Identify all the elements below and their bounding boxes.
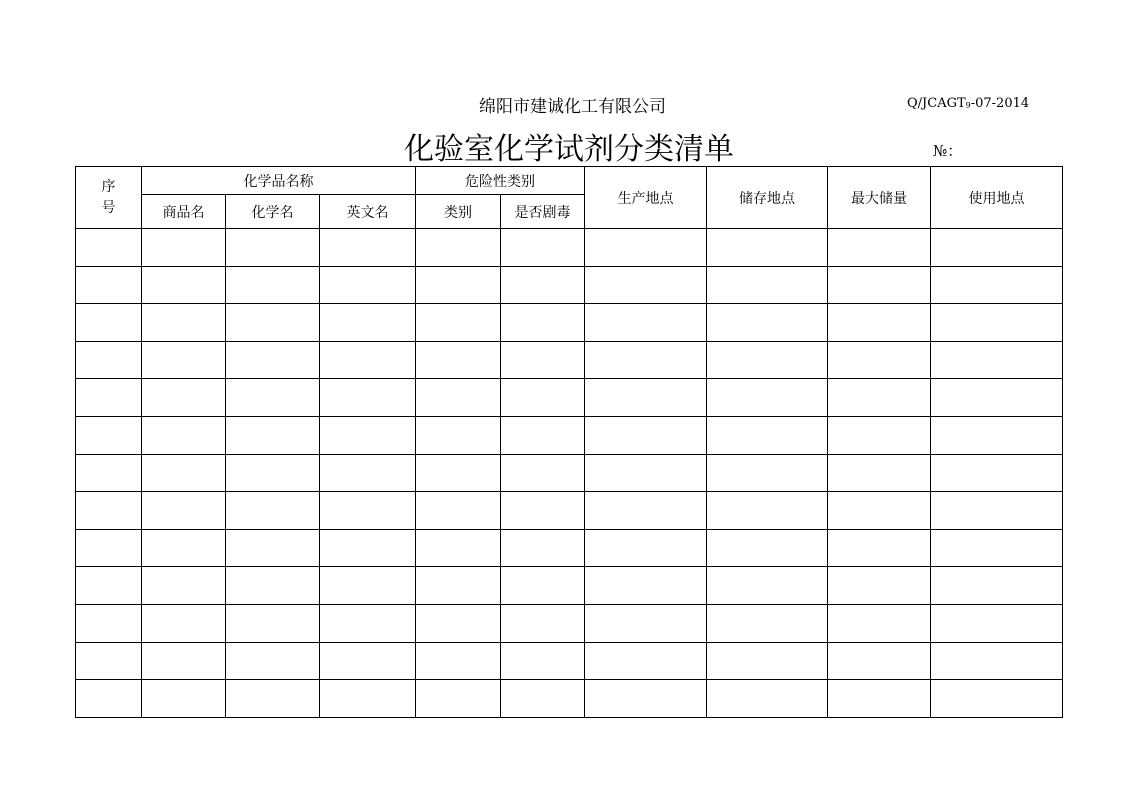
table-row xyxy=(76,567,1063,605)
cell-seq xyxy=(76,304,142,342)
cell-trade-name xyxy=(142,304,226,342)
cell-production-site xyxy=(585,379,707,417)
cell-storage-site xyxy=(707,229,828,267)
cell-seq xyxy=(76,529,142,567)
cell-use-site xyxy=(931,341,1063,379)
cell-chemical-name xyxy=(226,266,320,304)
cell-category xyxy=(416,604,501,642)
cell-seq xyxy=(76,266,142,304)
cell-category xyxy=(416,454,501,492)
reagent-table xyxy=(75,166,1063,718)
cell-max-storage xyxy=(828,304,931,342)
cell-production-site xyxy=(585,229,707,267)
cell-production-site xyxy=(585,304,707,342)
cell-category xyxy=(416,567,501,605)
cell-production-site xyxy=(585,416,707,454)
cell-seq xyxy=(76,379,142,417)
cell-production-site xyxy=(585,567,707,605)
cell-highly-toxic xyxy=(501,229,585,267)
cell-english-name xyxy=(320,266,416,304)
cell-chemical-name xyxy=(226,454,320,492)
cell-chemical-name xyxy=(226,680,320,718)
header-hazard-class-group: 危险性类别 xyxy=(416,167,585,195)
table-row xyxy=(76,604,1063,642)
table-row xyxy=(76,341,1063,379)
header-highly-toxic: 是否剧毒 xyxy=(501,195,585,229)
cell-use-site xyxy=(931,604,1063,642)
cell-english-name xyxy=(320,416,416,454)
cell-category xyxy=(416,341,501,379)
header-english-name: 英文名 xyxy=(320,195,416,229)
cell-seq xyxy=(76,604,142,642)
cell-english-name xyxy=(320,379,416,417)
header-seq-line1: 序 xyxy=(101,178,116,195)
document-code-prefix: Q/JCAGT xyxy=(907,96,966,111)
cell-max-storage xyxy=(828,492,931,530)
cell-use-site xyxy=(931,642,1063,680)
cell-production-site xyxy=(585,266,707,304)
cell-chemical-name xyxy=(226,642,320,680)
cell-trade-name xyxy=(142,492,226,530)
cell-production-site xyxy=(585,529,707,567)
header-seq xyxy=(76,167,142,229)
cell-english-name xyxy=(320,341,416,379)
cell-use-site xyxy=(931,416,1063,454)
cell-max-storage xyxy=(828,266,931,304)
cell-chemical-name xyxy=(226,416,320,454)
cell-seq xyxy=(76,680,142,718)
cell-seq xyxy=(76,642,142,680)
cell-storage-site xyxy=(707,416,828,454)
cell-category xyxy=(416,642,501,680)
cell-highly-toxic xyxy=(501,379,585,417)
header-use-site: 使用地点 xyxy=(931,167,1063,229)
cell-category xyxy=(416,529,501,567)
cell-use-site xyxy=(931,529,1063,567)
cell-storage-site xyxy=(707,529,828,567)
cell-category xyxy=(416,492,501,530)
cell-highly-toxic xyxy=(501,304,585,342)
cell-production-site xyxy=(585,454,707,492)
cell-trade-name xyxy=(142,416,226,454)
cell-storage-site xyxy=(707,379,828,417)
cell-use-site xyxy=(931,680,1063,718)
cell-max-storage xyxy=(828,642,931,680)
cell-seq xyxy=(76,416,142,454)
cell-english-name xyxy=(320,492,416,530)
cell-english-name xyxy=(320,680,416,718)
cell-chemical-name xyxy=(226,229,320,267)
cell-storage-site xyxy=(707,567,828,605)
cell-category xyxy=(416,229,501,267)
cell-chemical-name xyxy=(226,604,320,642)
cell-storage-site xyxy=(707,341,828,379)
document-code xyxy=(907,96,1029,111)
cell-seq xyxy=(76,492,142,530)
cell-category xyxy=(416,416,501,454)
table-row xyxy=(76,266,1063,304)
header-seq-line2: 号 xyxy=(101,199,116,216)
cell-max-storage xyxy=(828,379,931,417)
cell-seq xyxy=(76,454,142,492)
company-name: 绵阳市建诚化工有限公司 xyxy=(479,97,666,117)
cell-highly-toxic xyxy=(501,529,585,567)
cell-trade-name xyxy=(142,642,226,680)
header-chemical-name-group: 化学品名称 xyxy=(142,167,416,195)
cell-highly-toxic xyxy=(501,680,585,718)
cell-highly-toxic xyxy=(501,416,585,454)
cell-chemical-name xyxy=(226,567,320,605)
cell-use-site xyxy=(931,304,1063,342)
table-row xyxy=(76,416,1063,454)
cell-trade-name xyxy=(142,379,226,417)
cell-seq xyxy=(76,229,142,267)
cell-storage-site xyxy=(707,642,828,680)
cell-storage-site xyxy=(707,304,828,342)
cell-chemical-name xyxy=(226,304,320,342)
table-row xyxy=(76,379,1063,417)
header-trade-name: 商品名 xyxy=(142,195,226,229)
cell-highly-toxic xyxy=(501,492,585,530)
cell-production-site xyxy=(585,492,707,530)
cell-production-site xyxy=(585,341,707,379)
cell-use-site xyxy=(931,567,1063,605)
table-row xyxy=(76,680,1063,718)
header-category: 类别 xyxy=(416,195,501,229)
cell-trade-name xyxy=(142,529,226,567)
cell-storage-site xyxy=(707,454,828,492)
cell-production-site xyxy=(585,604,707,642)
cell-english-name xyxy=(320,604,416,642)
cell-use-site xyxy=(931,454,1063,492)
cell-english-name xyxy=(320,567,416,605)
cell-english-name xyxy=(320,529,416,567)
cell-max-storage xyxy=(828,567,931,605)
cell-trade-name xyxy=(142,229,226,267)
cell-highly-toxic xyxy=(501,266,585,304)
cell-trade-name xyxy=(142,454,226,492)
table-row xyxy=(76,304,1063,342)
cell-seq xyxy=(76,341,142,379)
cell-storage-site xyxy=(707,604,828,642)
cell-chemical-name xyxy=(226,529,320,567)
cell-production-site xyxy=(585,680,707,718)
table-row xyxy=(76,454,1063,492)
cell-use-site xyxy=(931,379,1063,417)
cell-chemical-name xyxy=(226,341,320,379)
table-row xyxy=(76,492,1063,530)
cell-trade-name xyxy=(142,567,226,605)
cell-max-storage xyxy=(828,341,931,379)
cell-highly-toxic xyxy=(501,642,585,680)
cell-storage-site xyxy=(707,680,828,718)
document-code-subscript: 9 xyxy=(965,101,971,110)
table-row xyxy=(76,529,1063,567)
cell-trade-name xyxy=(142,680,226,718)
cell-max-storage xyxy=(828,454,931,492)
cell-seq xyxy=(76,567,142,605)
document-code-suffix: -07-2014 xyxy=(970,96,1030,111)
cell-production-site xyxy=(585,642,707,680)
header-row-1 xyxy=(76,167,1063,195)
cell-highly-toxic xyxy=(501,341,585,379)
number-label: №： xyxy=(933,142,963,160)
cell-english-name xyxy=(320,304,416,342)
cell-english-name xyxy=(320,642,416,680)
cell-max-storage xyxy=(828,529,931,567)
cell-max-storage xyxy=(828,229,931,267)
page-title: 化验室化学试剂分类清单 xyxy=(404,132,734,167)
cell-highly-toxic xyxy=(501,604,585,642)
header-chemical-name: 化学名 xyxy=(226,195,320,229)
cell-trade-name xyxy=(142,341,226,379)
cell-category xyxy=(416,379,501,417)
table-row xyxy=(76,642,1063,680)
header-production-site: 生产地点 xyxy=(585,167,707,229)
cell-category xyxy=(416,304,501,342)
cell-max-storage xyxy=(828,680,931,718)
cell-chemical-name xyxy=(226,379,320,417)
table-row xyxy=(76,229,1063,267)
cell-max-storage xyxy=(828,416,931,454)
cell-use-site xyxy=(931,266,1063,304)
cell-max-storage xyxy=(828,604,931,642)
cell-category xyxy=(416,266,501,304)
cell-highly-toxic xyxy=(501,454,585,492)
cell-trade-name xyxy=(142,604,226,642)
cell-storage-site xyxy=(707,266,828,304)
cell-english-name xyxy=(320,454,416,492)
cell-chemical-name xyxy=(226,492,320,530)
cell-storage-site xyxy=(707,492,828,530)
cell-category xyxy=(416,680,501,718)
header-max-storage: 最大储量 xyxy=(828,167,931,229)
cell-use-site xyxy=(931,492,1063,530)
cell-english-name xyxy=(320,229,416,267)
cell-trade-name xyxy=(142,266,226,304)
header-storage-site: 储存地点 xyxy=(707,167,828,229)
cell-highly-toxic xyxy=(501,567,585,605)
cell-use-site xyxy=(931,229,1063,267)
